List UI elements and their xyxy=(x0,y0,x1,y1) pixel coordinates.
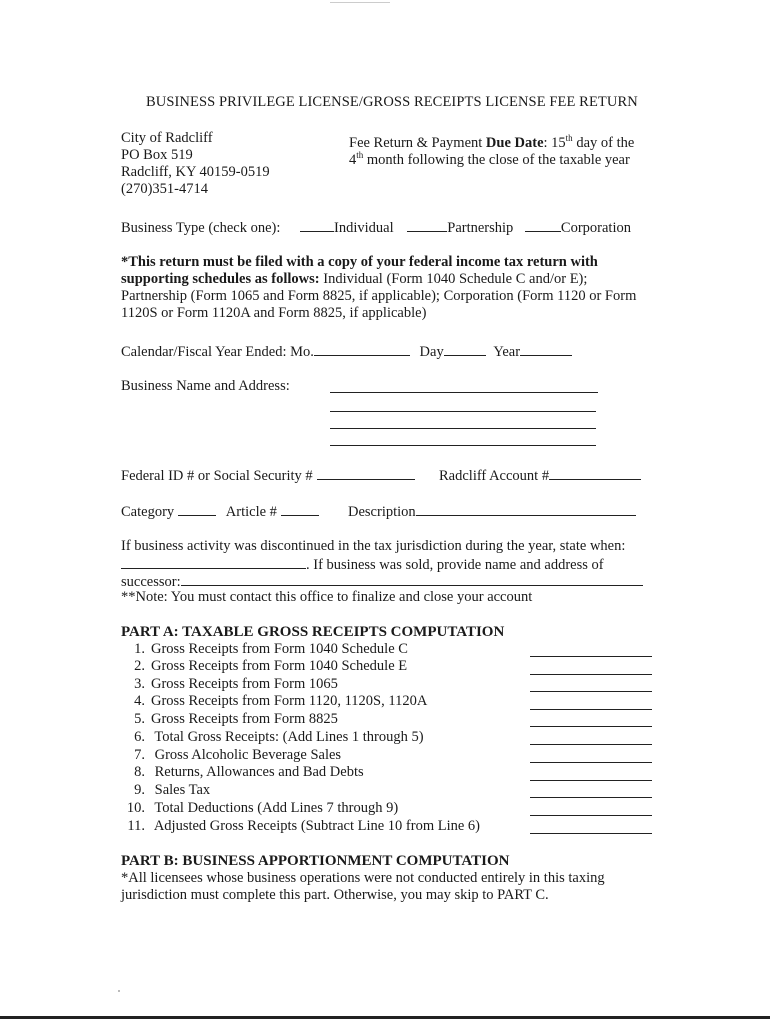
discontinued-date-field[interactable] xyxy=(121,555,306,569)
due-month-num: 4 xyxy=(349,151,357,168)
business-address-field-1[interactable] xyxy=(330,411,596,412)
fiscal-year-field[interactable] xyxy=(520,342,572,356)
part-a-line-8 xyxy=(121,764,364,781)
line-number: 7. xyxy=(134,747,145,763)
line-label: Total Deductions (Add Lines 7 through 9) xyxy=(151,800,399,816)
part-b-line-2: jurisdiction must complete this part. Otherwise, you may skip to PART C. xyxy=(121,887,549,903)
line-label: Total Gross Receipts: (Add Lines 1 through 5) xyxy=(151,729,424,745)
corporation-option: Corporation xyxy=(560,220,631,236)
federal-id-label: Federal ID # or Social Security # xyxy=(121,468,313,484)
fiscal-year-label: Year xyxy=(493,344,521,360)
notice-line-3: Partnership (Form 1065 and Form 8825, if applicable); Corporation (Form 1120 or Form xyxy=(121,288,637,304)
line-number: 3. xyxy=(134,676,145,692)
partnership-option: Partnership xyxy=(447,220,514,236)
line-label: Gross Alcoholic Beverage Sales xyxy=(151,747,342,763)
part-a-heading: PART A: TAXABLE GROSS RECEIPTS COMPUTATION xyxy=(121,624,505,640)
page-bottom-edge xyxy=(0,1016,770,1019)
part-a-amount-9[interactable] xyxy=(530,797,652,798)
line-number: 8. xyxy=(134,764,145,780)
part-a-line-10 xyxy=(121,800,398,817)
due-month-sup: th xyxy=(356,150,364,160)
address-line-3: Radcliff, KY 40159-0519 xyxy=(121,164,270,180)
line-label: Gross Receipts from Form 1120, 1120S, 1120A xyxy=(151,693,428,709)
business-name-label: Business Name and Address: xyxy=(121,378,290,394)
due-date-label: Due Date xyxy=(485,134,544,151)
notice-line-1: *This return must be filed with a copy of your federal income tax return with xyxy=(121,254,598,270)
category-label: Category xyxy=(121,504,175,520)
part-a-line-5 xyxy=(121,711,338,728)
address-line-1: City of Radcliff xyxy=(121,130,213,146)
line-number: 10. xyxy=(126,800,145,816)
federal-id-row xyxy=(121,466,415,485)
successor-label: successor: xyxy=(121,574,181,590)
partnership-checkbox[interactable] xyxy=(407,218,447,232)
close-account-note: **Note: You must contact this office to finalize and close your account xyxy=(121,589,533,605)
line-label: Adjusted Gross Receipts (Subtract Line 10 from Line 6) xyxy=(151,818,481,834)
part-a-amount-6[interactable] xyxy=(530,744,652,745)
notice-individual: Individual (Form 1040 Schedule C and/or E); xyxy=(319,271,588,287)
description-label: Description xyxy=(348,504,416,520)
part-a-amount-8[interactable] xyxy=(530,780,652,781)
part-a-amount-3[interactable] xyxy=(530,691,652,692)
radcliff-account-label: Radcliff Account # xyxy=(439,468,550,484)
fiscal-day-field[interactable] xyxy=(444,342,486,356)
line-number: 2. xyxy=(134,658,145,674)
due-month-text: month following the close of the taxable year xyxy=(363,151,630,168)
federal-id-field[interactable] xyxy=(317,466,415,480)
article-label: Article # xyxy=(225,504,277,520)
line-number: 5. xyxy=(134,711,145,727)
description-row xyxy=(348,502,636,521)
category-field[interactable] xyxy=(178,502,216,516)
line-number: 4. xyxy=(134,693,145,709)
fiscal-month-field[interactable] xyxy=(314,342,410,356)
business-address-field-2[interactable] xyxy=(330,428,596,429)
notice-line-4: 1120S or Form 1120A and Form 8825, if applicable) xyxy=(121,305,427,321)
part-a-line-1 xyxy=(121,641,408,658)
successor-field[interactable] xyxy=(181,572,643,586)
line-label: Sales Tax xyxy=(151,782,211,798)
article-field[interactable] xyxy=(281,502,319,516)
description-field[interactable] xyxy=(416,502,636,516)
part-a-amount-10[interactable] xyxy=(530,815,652,816)
due-sup: th xyxy=(565,133,573,143)
line-number: 6. xyxy=(134,729,145,745)
notice-bold: supporting schedules as follows: xyxy=(121,271,320,287)
part-a-line-6 xyxy=(121,729,424,746)
scan-artifact xyxy=(118,990,120,992)
line-label: Gross Receipts from Form 8825 xyxy=(151,711,338,727)
line-number: 9. xyxy=(134,782,145,798)
business-type-row xyxy=(121,218,631,237)
due-prefix: Fee Return & Payment xyxy=(349,134,486,151)
part-a-amount-1[interactable] xyxy=(530,656,652,657)
line-number: 11. xyxy=(127,818,145,834)
line-label: Returns, Allowances and Bad Debts xyxy=(151,764,364,780)
address-phone: (270)351-4714 xyxy=(121,181,208,197)
line-label: Gross Receipts from Form 1065 xyxy=(151,676,338,692)
business-name-field[interactable] xyxy=(330,392,598,393)
part-a-line-9 xyxy=(121,782,210,799)
address-line-2: PO Box 519 xyxy=(121,147,193,163)
part-a-line-4 xyxy=(121,693,427,710)
individual-checkbox[interactable] xyxy=(300,218,334,232)
due-date-line-2 xyxy=(349,147,630,169)
part-a-amount-4[interactable] xyxy=(530,709,652,710)
part-a-line-11 xyxy=(121,818,480,835)
due-day: : 15 xyxy=(543,134,566,151)
scan-mark xyxy=(330,2,390,3)
fiscal-day-label: Day xyxy=(419,344,444,360)
notice-line-2 xyxy=(121,271,587,288)
individual-option: Individual xyxy=(334,220,394,236)
due-rest: day of the xyxy=(572,134,635,151)
line-label: Gross Receipts from Form 1040 Schedule E xyxy=(151,658,408,674)
business-type-label: Business Type (check one): xyxy=(121,220,281,236)
fiscal-year-row xyxy=(121,342,572,361)
fiscal-month-label: Calendar/Fiscal Year Ended: Mo. xyxy=(121,344,314,360)
discontinued-line-1: If business activity was discontinued in the tax jurisdiction during the year, state when: xyxy=(121,538,626,554)
radcliff-account-field[interactable] xyxy=(549,466,641,480)
corporation-checkbox[interactable] xyxy=(525,218,561,232)
category-row xyxy=(121,502,319,521)
business-address-field-3[interactable] xyxy=(330,445,596,446)
part-a-line-2 xyxy=(121,658,407,675)
part-a-line-7 xyxy=(121,747,341,764)
form-title: BUSINESS PRIVILEGE LICENSE/GROSS RECEIPTS LICENSE FEE RETURN xyxy=(146,94,638,110)
part-b-heading: PART B: BUSINESS APPORTIONMENT COMPUTATION xyxy=(121,853,510,869)
part-a-line-3 xyxy=(121,676,338,693)
line-number: 1. xyxy=(134,641,145,657)
sold-text: . If business was sold, provide name and address of xyxy=(306,557,604,573)
part-b-line-1: *All licensees whose business operations were not conducted entirely in this taxing xyxy=(121,870,605,886)
part-a-amount-7[interactable] xyxy=(530,762,652,763)
part-a-amount-5[interactable] xyxy=(530,726,652,727)
part-a-amount-2[interactable] xyxy=(530,674,652,675)
line-label: Gross Receipts from Form 1040 Schedule C xyxy=(151,641,408,657)
part-a-amount-11[interactable] xyxy=(530,833,652,834)
radcliff-account-row xyxy=(439,466,641,485)
